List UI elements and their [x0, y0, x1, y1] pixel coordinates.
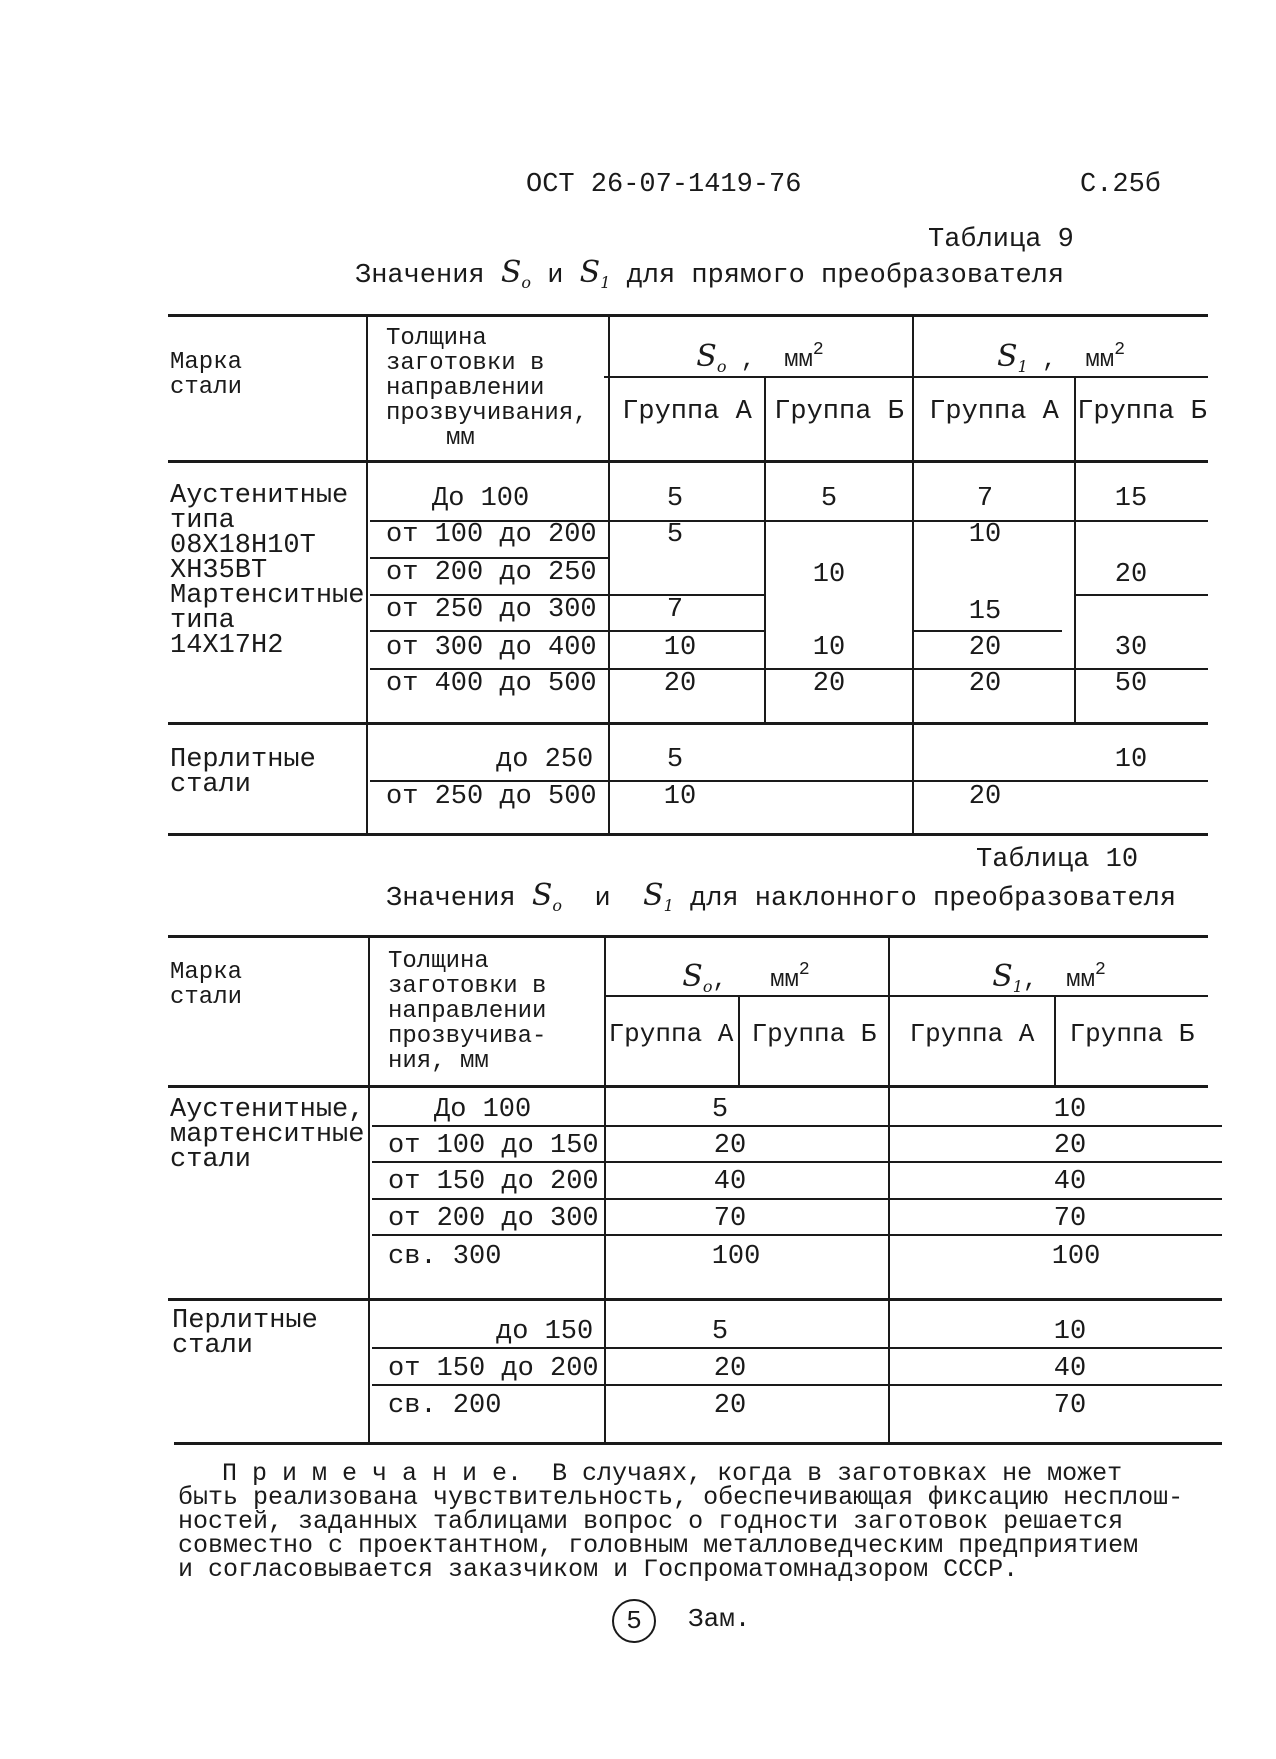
t10-s1-group-a: Группа А	[909, 1019, 1035, 1049]
table-cell: 100	[711, 1242, 761, 1272]
col-grade-header: Марка стали	[170, 349, 243, 401]
table-cell: 5	[666, 520, 684, 550]
table10-title: Значения $S_o$ и $S_1$ для наклонного преобразователя	[386, 878, 1177, 915]
note-line: ностей, заданных таблицами вопрос о годности заготовок решается	[178, 1507, 1124, 1536]
table-cell: от 250 до 500	[386, 782, 597, 812]
grade-pearlitic: Перлитные стали	[170, 745, 316, 800]
table-cell: 40	[1053, 1167, 1087, 1197]
table-cell: 30	[1114, 633, 1148, 663]
change-number-circle: 5	[612, 1599, 656, 1643]
table-cell: 50	[1114, 669, 1148, 699]
table-cell: 100	[1051, 1242, 1101, 1272]
table-cell: 20	[968, 669, 1002, 699]
table-cell: 10	[812, 560, 846, 590]
s1-header: $S_1$ , $мм^2$	[997, 339, 1125, 376]
table-cell: 40	[713, 1167, 747, 1197]
s0-group-b: Группа Б	[774, 397, 904, 427]
table-cell: 20	[1053, 1131, 1087, 1161]
page-number: С.25б	[1080, 170, 1162, 200]
note-line: быть реализована чувствительность, обеспечивающая фиксацию несплош-	[178, 1483, 1184, 1512]
grade-aus-mart: Аустенитные, мартенситные стали	[170, 1095, 365, 1175]
grade-austenitic: Аустенитные типа 08Х18Н10Т ХН35ВТ Мартенситные типа 14Х17Н2	[170, 481, 365, 661]
table-cell: от 300 до 400	[386, 633, 597, 663]
table9-title-suffix: для прямого преобразователя	[626, 261, 1065, 291]
t10-s1-group-b: Группа Б	[1069, 1019, 1195, 1049]
document-code: ОСТ 26-07-1419-76	[526, 170, 802, 200]
table-cell: 7	[666, 595, 684, 625]
table-cell: 20	[713, 1391, 747, 1421]
table-cell: 20	[713, 1131, 747, 1161]
table-cell: 70	[1053, 1391, 1087, 1421]
table-cell: от 100 до 200	[386, 520, 597, 550]
t10-col-grade-header: Марка стали	[170, 959, 243, 1011]
note-line: П р и м е ч а н и е. В случаях, когда в заготовках не может	[222, 1459, 1123, 1488]
table-cell: 20	[968, 633, 1002, 663]
table10-label: Таблица 10	[976, 845, 1139, 875]
table-cell: 10	[1053, 1095, 1087, 1125]
s1-group-a: Группа А	[929, 397, 1059, 427]
table-cell: от 400 до 500	[386, 669, 597, 699]
table-cell: от 200 до 250	[386, 558, 597, 588]
table-cell: 10	[968, 520, 1002, 550]
table-cell: 20	[663, 669, 697, 699]
table-cell: 10	[1053, 1317, 1087, 1347]
t10-s0-group-a: Группа А	[608, 1019, 734, 1049]
table-cell: 70	[713, 1204, 747, 1234]
s0-header: $S_o$ , $мм^2$	[696, 339, 824, 376]
s1-group-b: Группа Б	[1077, 397, 1207, 427]
table-cell: 5	[711, 1095, 729, 1125]
table-cell: 20	[968, 782, 1002, 812]
table9-title-and: и	[547, 261, 564, 291]
table-cell: До 100	[432, 484, 530, 514]
table-cell: 20	[1114, 560, 1148, 590]
t10-s0-group-b: Группа Б	[751, 1019, 877, 1049]
table-cell: от 100 до 150	[388, 1131, 599, 1161]
table-cell: 10	[663, 782, 697, 812]
table-cell: До 100	[434, 1095, 532, 1125]
table-cell: от 250 до 300	[386, 595, 597, 625]
table-cell: св. 300	[388, 1242, 502, 1272]
change-label: Зам.	[688, 1604, 751, 1634]
table-cell: до 150	[496, 1317, 594, 1347]
table-cell: 5	[666, 745, 684, 775]
t10-s0-header: $S_o$, $мм^2$	[682, 959, 810, 996]
table-cell: 70	[1053, 1204, 1087, 1234]
table-cell: 15	[1114, 484, 1148, 514]
col-thickness-header: Толщина заготовки в направлении прозвучивания, мм	[386, 325, 588, 452]
table-cell: 10	[663, 633, 697, 663]
table-cell: 20	[812, 669, 846, 699]
table-cell: 10	[1114, 745, 1148, 775]
t10-s1-header: $S_1$, $мм^2$	[992, 959, 1106, 996]
table-cell: до 250	[496, 745, 594, 775]
table-cell: 5	[666, 484, 684, 514]
t10-grade-pearlitic: Перлитные стали	[172, 1306, 318, 1361]
table9-title-prefix: Значения	[355, 261, 485, 291]
table-cell: 5	[711, 1317, 729, 1347]
table-cell: от 150 до 200	[388, 1354, 599, 1384]
table-cell: 20	[713, 1354, 747, 1384]
t10-col-thickness-header: Толщина заготовки в направлении прозвучива- ния, мм	[388, 948, 547, 1075]
table-cell: 7	[976, 484, 994, 514]
s1-symbol: $S_1$	[579, 255, 611, 292]
table-cell: от 150 до 200	[388, 1167, 599, 1197]
table-cell: св. 200	[388, 1391, 502, 1421]
table-cell: 5	[820, 484, 838, 514]
table9-title	[355, 255, 1064, 292]
table-cell: 40	[1053, 1354, 1087, 1384]
table-cell: 10	[812, 633, 846, 663]
table-cell: 15	[968, 597, 1002, 627]
table9-label: Таблица 9	[928, 225, 1074, 255]
table-cell: от 200 до 300	[388, 1204, 599, 1234]
s0-symbol: $S_o$	[500, 255, 532, 292]
note-paragraph	[178, 1459, 1228, 1584]
note-line: совместно с проектантном, головным металловедческим предприятием	[178, 1531, 1139, 1560]
note-line: и согласовывается заказчиком и Госпроматомнадзором СССР.	[178, 1555, 1019, 1584]
s0-group-a: Группа А	[622, 397, 752, 427]
